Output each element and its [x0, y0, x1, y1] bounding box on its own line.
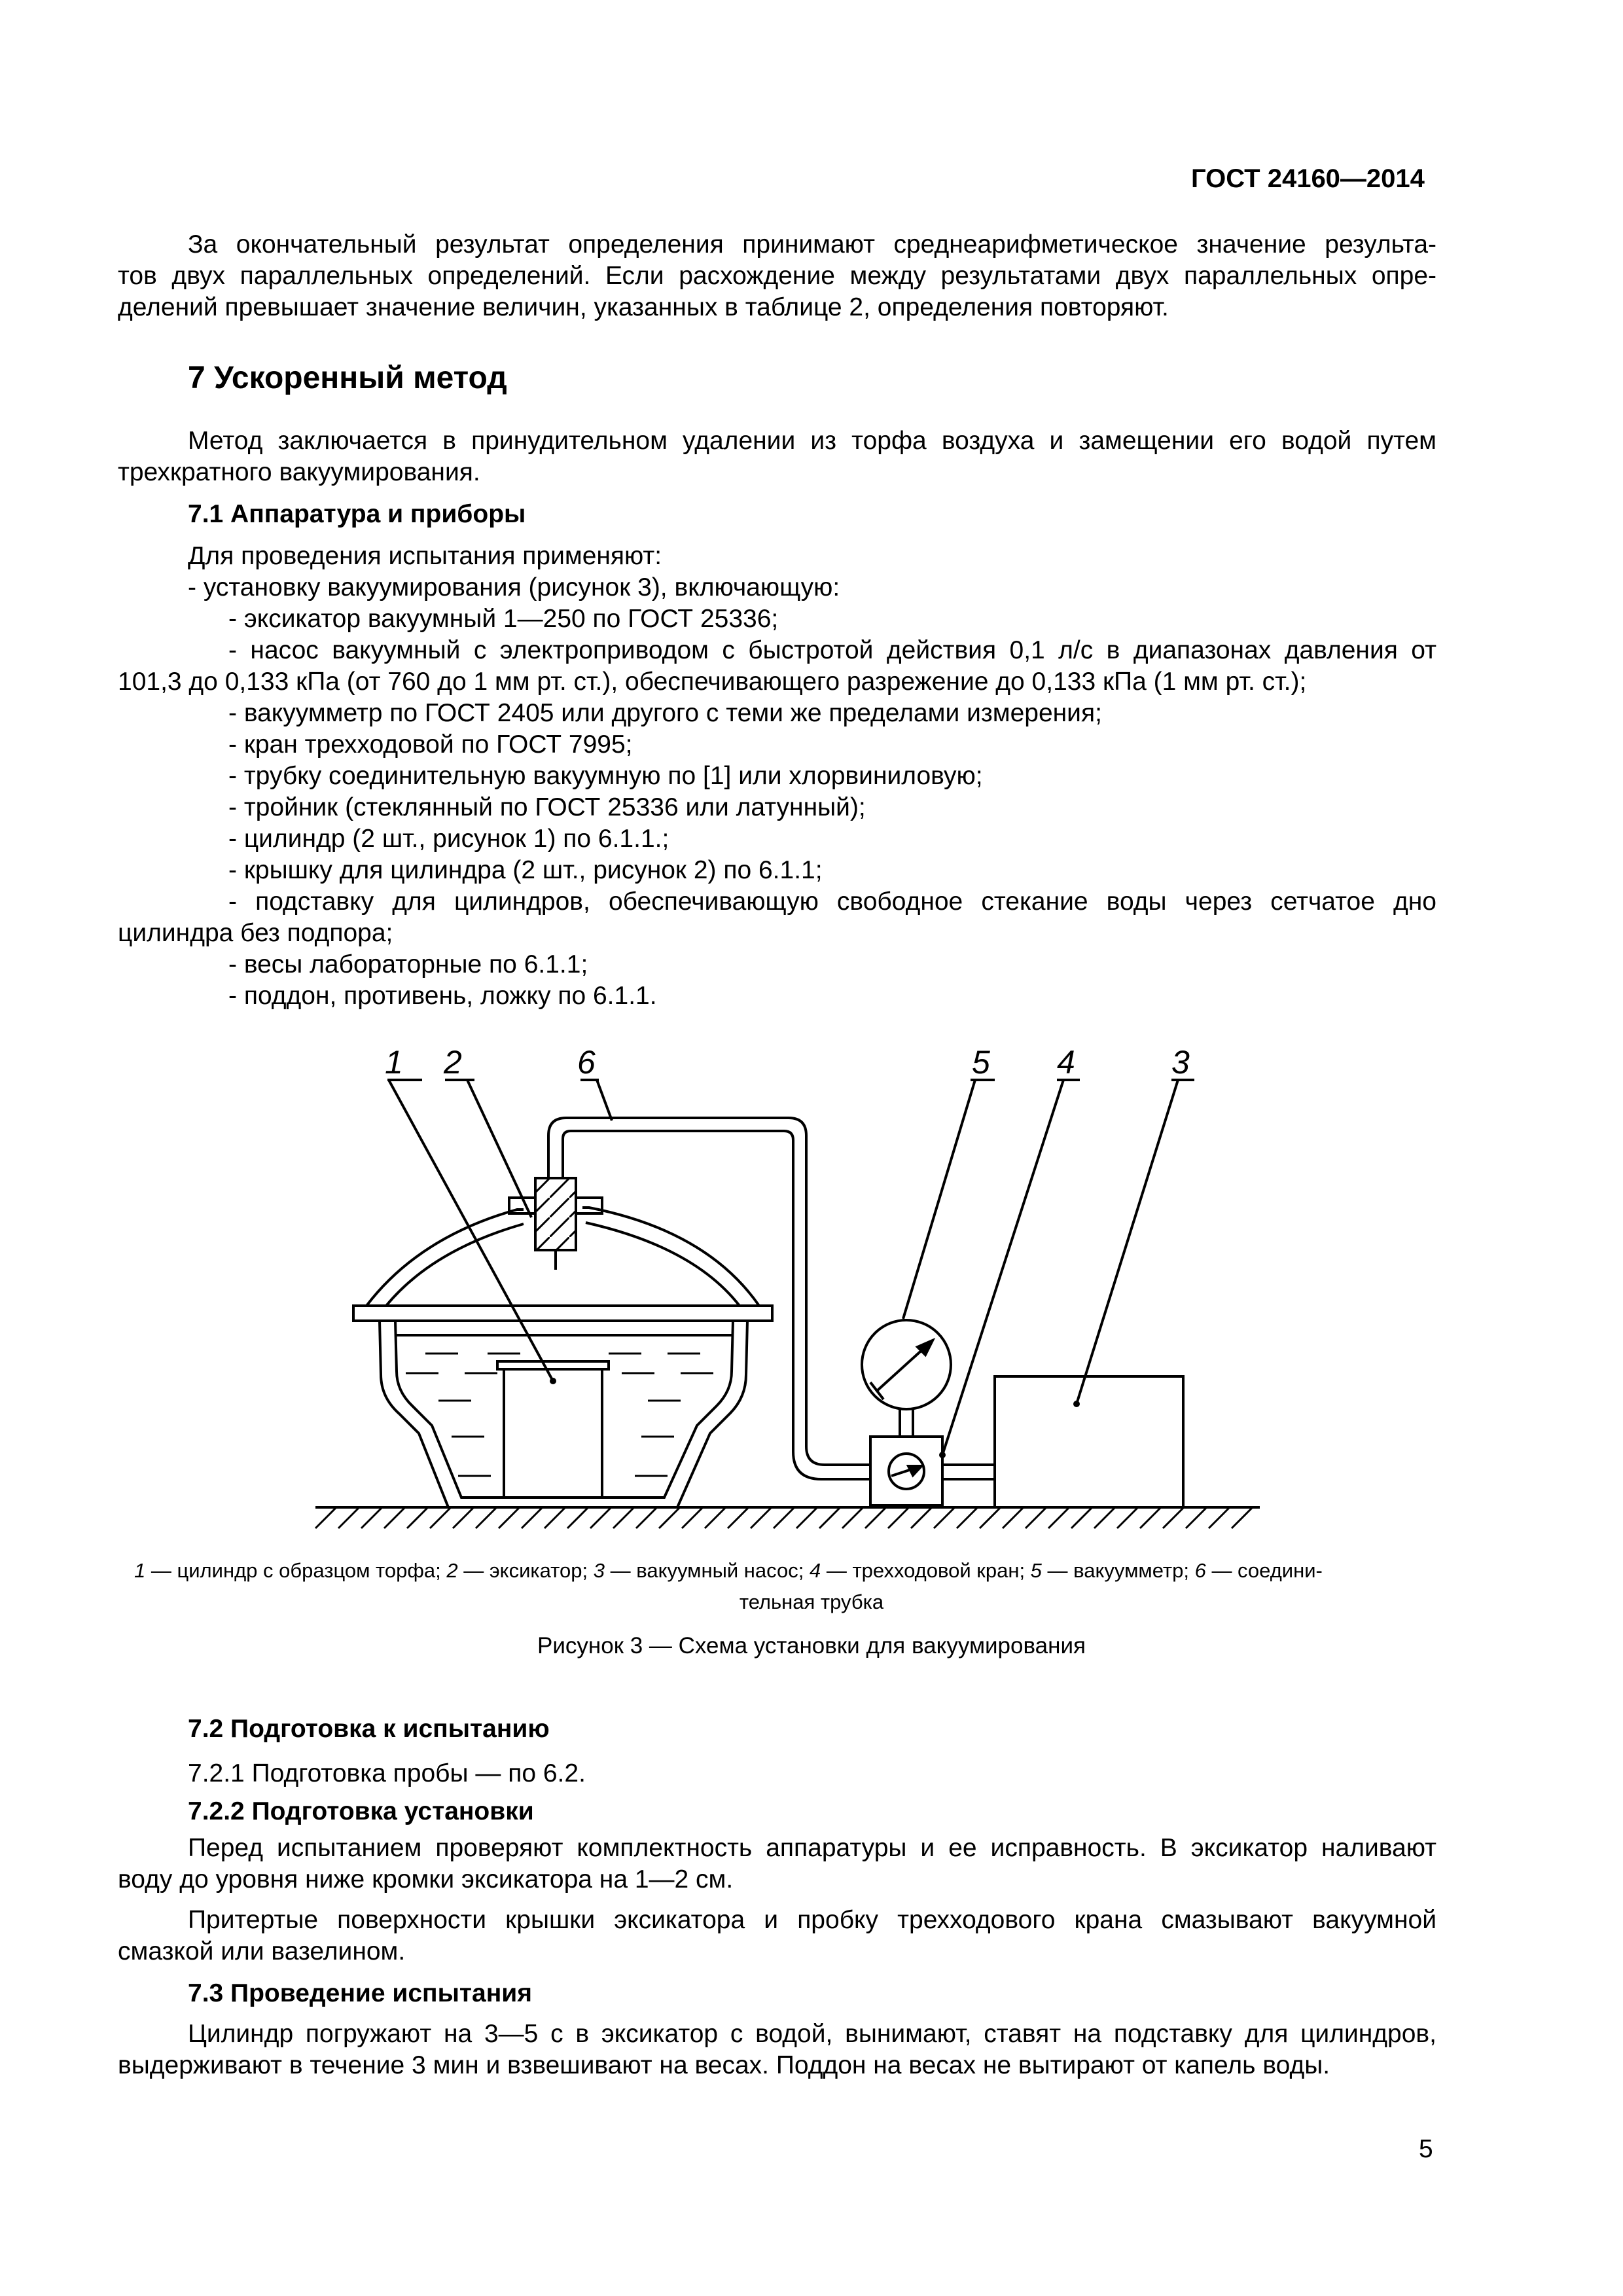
paragraph-line: воду до уровня ниже кромки эксикатора на 1—2 см. — [118, 1865, 734, 1893]
leader-dot-4 — [939, 1452, 946, 1458]
desiccator-lid-right-inner — [586, 1223, 740, 1306]
list-item-continuation: цилиндра без подпора; — [118, 919, 393, 947]
figure-legend — [134, 1556, 1323, 1587]
legend-text: — вакуумметр; — [1041, 1559, 1195, 1582]
legend-number: 1 — [134, 1559, 146, 1582]
figure-label-2: 2 — [444, 1044, 462, 1081]
leader-line-2 — [467, 1080, 531, 1217]
paragraph-line: выдерживают в течение 3 мин и взвешивают на весах. Поддон на весах не вытирают от капель воды. — [118, 2051, 1330, 2079]
leader-line-3 — [1077, 1080, 1178, 1404]
subsection-7-2-2-heading: 7.2.2 Подготовка установки — [188, 1797, 534, 1825]
legend-text: — трехходовой кран; — [821, 1559, 1031, 1582]
section-7-heading: 7 Ускоренный метод — [188, 361, 507, 395]
list-item: - трубку соединительную вакуумную по [1] или хлорвиниловую; — [228, 762, 983, 790]
desiccator-inner-wall — [395, 1321, 733, 1498]
desiccator-outer-wall — [380, 1321, 747, 1507]
section-7-3-heading: 7.3 Проведение испытания — [188, 1979, 532, 2007]
intro-line-1: За окончательный результат определения принимают среднеарифметическое значение результа- — [188, 230, 1436, 259]
page-number: 5 — [1419, 2135, 1433, 2163]
section-7-desc-line-2: трехкратного вакуумирования. — [118, 458, 480, 486]
paragraph-line: смазкой или вазелином. — [118, 1937, 406, 1965]
list-item-continuation: 101,3 до 0,133 кПа (от 760 до 1 мм рт. ст.), обеспечивающего разрежение до 0,133 кПа (1 мм рт. ст.); — [118, 668, 1307, 696]
intro-line-2: тов двух параллельных определений. Если расхождение между результатами двух параллельных опре- — [118, 262, 1436, 290]
legend-text: — эксикатор; — [457, 1559, 594, 1582]
leader-dot-3 — [1073, 1401, 1080, 1407]
section-7-1-heading: 7.1 Аппаратура и приборы — [188, 500, 526, 528]
list-item: - установку вакуумирования (рисунок 3), включающую: — [188, 573, 840, 601]
list-item: - поддон, противень, ложку по 6.1.1. — [228, 982, 657, 1010]
list-intro: Для проведения испытания применяют: — [188, 542, 662, 570]
document-number: ГОСТ 24160—2014 — [1191, 164, 1425, 193]
list-item: - вакуумметр по ГОСТ 2405 или другого с теми же пределами измерения; — [228, 699, 1102, 727]
list-item: - тройник (стеклянный по ГОСТ 25336 или латунный); — [228, 793, 866, 821]
section-7-2-heading: 7.2 Подготовка к испытанию — [188, 1715, 550, 1743]
intro-line-3: делений превышает значение величин, указанных в таблице 2, определения повторяют. — [118, 293, 1169, 321]
figure-label-6: 6 — [577, 1044, 596, 1081]
figure-label-1: 1 — [385, 1044, 403, 1081]
legend-number: 6 — [1194, 1559, 1206, 1582]
three-way-valve-arrow — [908, 1466, 921, 1475]
list-item: - весы лабораторные по 6.1.1; — [228, 950, 588, 978]
cylinder-body — [504, 1369, 602, 1498]
list-item: - подставку для цилиндров, обеспечивающую свободное стекание воды через сетчатое дно — [228, 888, 1436, 916]
list-item: - цилиндр (2 шт., рисунок 1) по 6.1.1.; — [228, 825, 669, 853]
paragraph-line: Цилиндр погружают на 3—5 с в эксикатор с водой, вынимают, ставят на подставку для цилиндров, — [188, 2020, 1436, 2048]
subsection-7-2-1: 7.2.1 Подготовка пробы — по 6.2. — [188, 1759, 586, 1787]
leader-line-6 — [597, 1080, 612, 1121]
legend-text: — цилиндр с образцом торфа; — [145, 1559, 447, 1582]
figure-legend-tail: тельная трубка — [739, 1590, 884, 1613]
lid-neck-right — [576, 1198, 602, 1213]
figure-label-5: 5 — [972, 1044, 990, 1081]
figure-caption: Рисунок 3 — Схема установки для вакуумирования — [537, 1633, 1086, 1659]
water-dashes — [406, 1354, 713, 1476]
list-item: - насос вакуумный с электроприводом с быстротой действия 0,1 л/с в диапазонах давления от — [228, 636, 1436, 664]
vacuum-pump-body — [995, 1376, 1183, 1507]
leader-line-5 — [903, 1080, 975, 1319]
list-item: - кран трехходовой по ГОСТ 7995; — [228, 730, 633, 759]
paragraph-line: Перед испытанием проверяют комплектность аппаратуры и ее исправность. В эксикатор наливают — [188, 1834, 1436, 1862]
desiccator-flange — [353, 1306, 772, 1321]
stopper-hatching — [535, 1178, 576, 1250]
legend-text: — соедини- — [1205, 1559, 1323, 1582]
paragraph-line: Притертые поверхности крышки эксикатора и пробку трехходового крана смазывают вакуумной — [188, 1906, 1436, 1934]
legend-number: 5 — [1030, 1559, 1042, 1582]
list-item: - крышку для цилиндра (2 шт., рисунок 2) по 6.1.1; — [228, 856, 823, 884]
section-7-desc-line-1: Метод заключается в принудительном удалении из торфа воздуха и замещении его водой путем — [188, 427, 1436, 455]
legend-number: 3 — [593, 1559, 605, 1582]
figure-label-3: 3 — [1171, 1044, 1190, 1081]
figure-label-4: 4 — [1057, 1044, 1075, 1081]
legend-text: — вакуумный насос; — [605, 1559, 810, 1582]
legend-number: 2 — [446, 1559, 458, 1582]
legend-number: 4 — [809, 1559, 821, 1582]
desiccator-lid-right — [582, 1208, 759, 1306]
leader-dot-1 — [550, 1378, 556, 1384]
ground-hatching — [315, 1507, 1253, 1528]
list-item: - эксикатор вакуумный 1—250 по ГОСТ 25336; — [228, 605, 779, 633]
leader-line-4 — [942, 1080, 1063, 1455]
